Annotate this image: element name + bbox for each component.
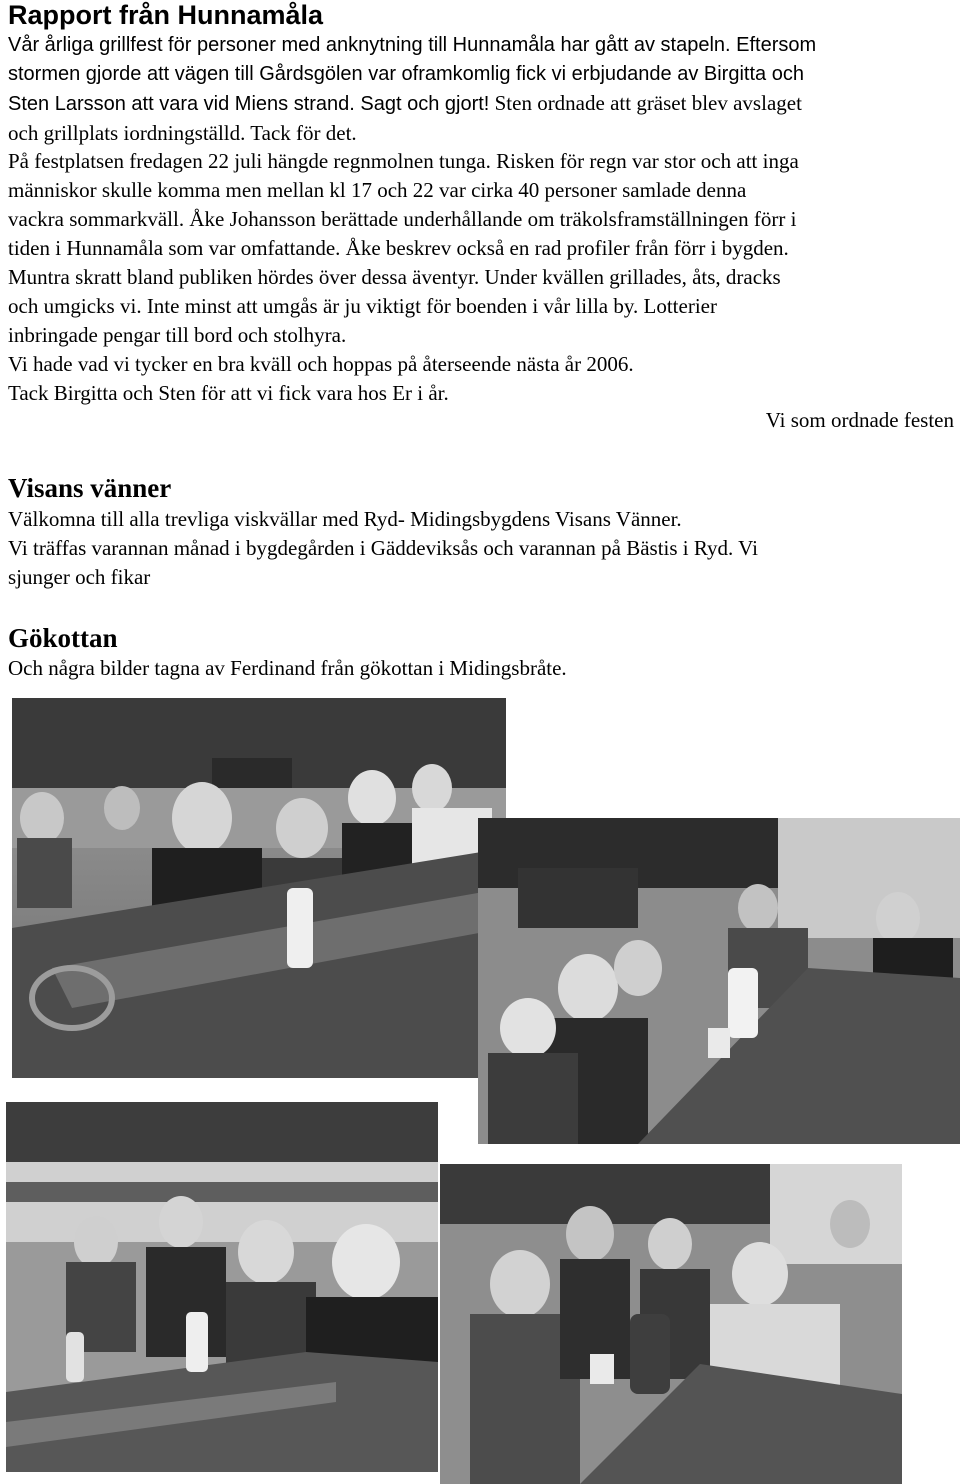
- text-line: På festplatsen fredagen 22 juli hängde regnmolnen tunga. Risken för regn var stor och att inga: [8, 149, 799, 173]
- signature: Vi som ordnade festen: [765, 408, 954, 432]
- photo-icon: [6, 1102, 438, 1472]
- gokottan-heading: Gökottan: [8, 623, 118, 653]
- text-span: Sten ordnade att gräset blev avslaget: [489, 91, 802, 115]
- text-line: vackra sommarkväll. Åke Johansson berättade underhållande om träkolsframställningen förr i: [8, 207, 797, 231]
- text-line: Och några bilder tagna av Ferdinand från gökottan i Midingsbråte.: [8, 656, 567, 680]
- text-line: och umgicks vi. Inte minst att umgås är ju viktigt för boenden i vår lilla by. Lotterier: [8, 294, 717, 318]
- rapport-heading: Rapport från Hunnamåla: [8, 0, 324, 30]
- photo-icon: [478, 818, 960, 1144]
- text-line: Muntra skratt bland publiken hördes över dessa äventyr. Under kvällen grillades, åts, dracks: [8, 265, 781, 289]
- text-line: och grillplats iordningställd. Tack för det.: [8, 121, 357, 145]
- photo-table-bottom-right: [440, 1164, 902, 1484]
- visans-heading: Visans vänner: [8, 473, 172, 503]
- text-line: Tack Birgitta och Sten för att vi fick vara hos Er i år.: [8, 381, 449, 405]
- text-line: [8, 89, 960, 119]
- text-line: inbringade pengar till bord och stolhyra.: [8, 323, 347, 347]
- text-line: människor skulle komma men mellan kl 17 och 22 var cirka 40 personer samlade denna: [8, 178, 747, 202]
- text-line: Vår årliga grillfest för personer med anknytning till Hunnamåla har gått av stapeln. Eftersom: [8, 34, 817, 56]
- text-line: stormen gjorde att vägen till Gårdsgölen var oframkomlig fick vi erbjudande av Birgitta och: [8, 63, 804, 85]
- text-line: sjunger och fikar: [8, 565, 151, 589]
- photo-icon: [440, 1164, 902, 1484]
- photo-group-table-left: [12, 698, 506, 1078]
- photo-group-table-right: [478, 818, 960, 1144]
- visans-paragraph: [8, 505, 960, 592]
- rapport-paragraph-1: [8, 31, 960, 148]
- rapport-paragraph-2: [8, 147, 960, 408]
- photo-icon: [12, 698, 506, 1078]
- gokottan-paragraph: [8, 654, 960, 683]
- text-line: Vi träffas varannan månad i bygdegården i Gäddeviksås och varannan på Bästis i Ryd. Vi: [8, 536, 758, 560]
- text-line: tiden i Hunnamåla som var omfattande. Åke beskrev också en rad profiler från förr i bygden.: [8, 236, 789, 260]
- text-span: Sten Larsson att vara vid Miens strand. Sagt och gjort!: [8, 93, 490, 115]
- text-line: Välkomna till alla trevliga viskvällar med Ryd- Midingsbygdens Visans Vänner.: [8, 507, 682, 531]
- photo-lake-table-bottom-left: [6, 1102, 438, 1472]
- text-line: Vi hade vad vi tycker en bra kväll och hoppas på återseende nästa år 2006.: [8, 352, 634, 376]
